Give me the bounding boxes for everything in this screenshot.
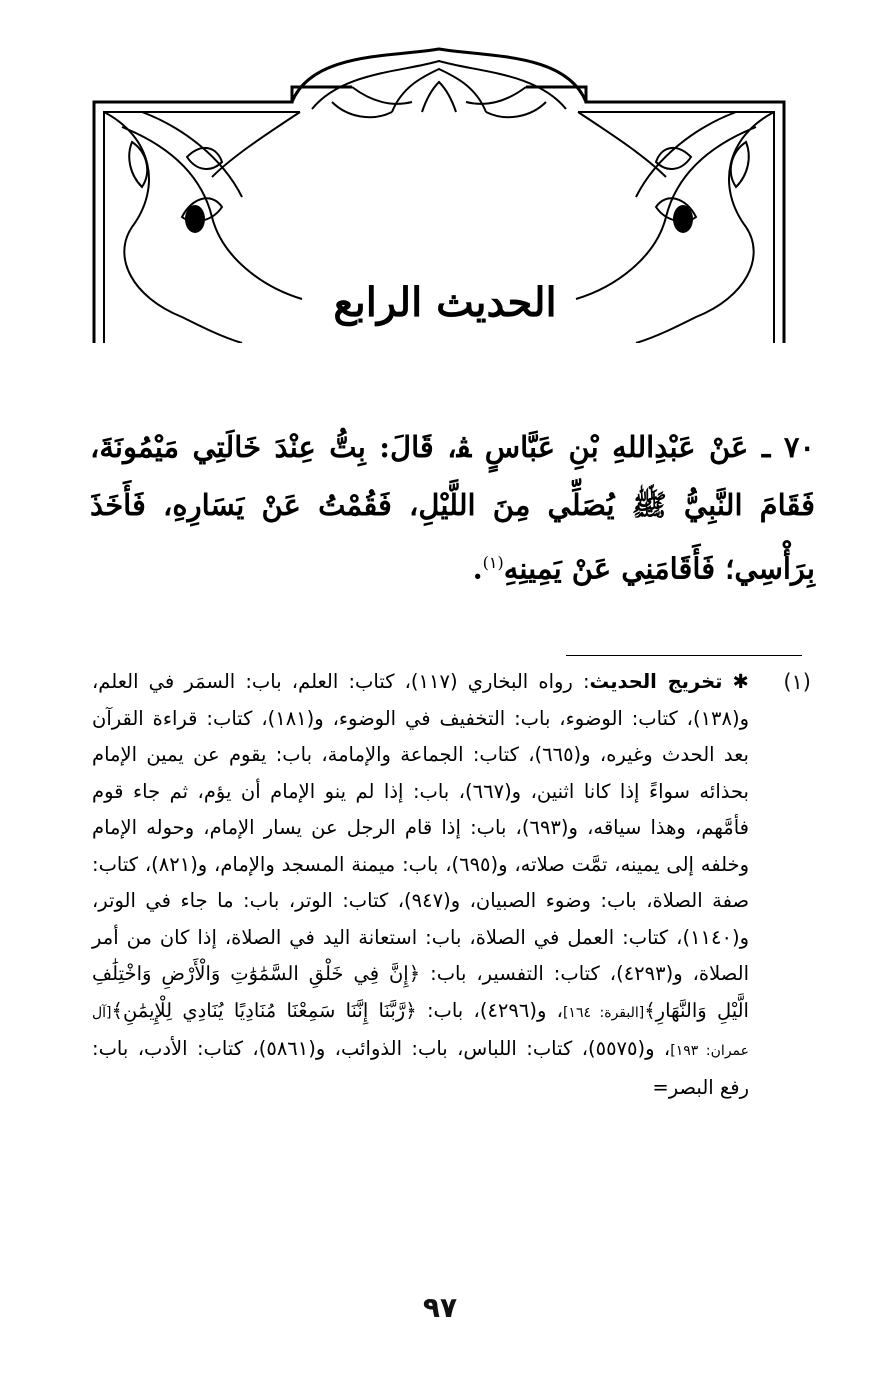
footnote-text [92,664,749,1106]
section-heading: الحديث الرابع [333,279,557,326]
verse-reference-1: [البقرة: ١٦٤] [562,1004,645,1021]
hadith-end: . [472,551,483,586]
verse-reference-2: [آل عمران: ١٩٣] [92,1004,749,1059]
page-number: ٩٧ [422,1291,458,1324]
footnote-body-1: : رواه البخاري (١١٧)، كتاب: العلم، باب: السمَر في العلم، و(١٣٨)، كتاب: الوضوء، باب: التخفيف في الوضوء، و(١٨١)، كتاب: قراءة القرآن بعد الحدث وغيره، و(٦٦٥)، كتاب: الجماعة والإمامة، باب: يقوم عن يمين الإمام بحذائه سواءً إذا كانا اثنين، و(٦٦٧)، باب: إذا لم ينو الإمام أن يؤم، ثم جاء قوم فأمَّهم، وهذا سياقه، و(٦٩٣)، باب: إذا قام الرجل عن يسار الإمام، وحوله الإمام وخلفه إلى يمينه، تمَّت صلاته، و(٦٩٥)، باب: ميمنة المسجد والإمام، و(٨٢١)، كتاب: صفة الصلاة، باب: وضوء الصبيان، و(٩٤٧)، كتاب: الوتر، باب: ما جاء في الوتر، و(١١٤٠)، كتاب: العمل في الصلاة، باب: استعانة اليد في الصلاة، إذا كان من أمر الصلاة، و(٤٢٩٣)، كتاب: التفسير، باب: [92,670,750,985]
footnote-divider [566,655,802,656]
hadith-body: ٧٠ ـ عَنْ عَبْدِاللهِ بْنِ عَبَّاسٍ ﭭ، قَالَ: بِتُّ عِنْدَ خَالَتِي مَيْمُونَةَ، فَقَامَ النَّبِيُّ ﷺ يُصَلِّي مِنَ اللَّيْلِ، فَقُمْتُ عَنْ يَسَارِهِ، فَأَخَذَ بِرَأْسِي؛ فَأَقَامَنِي عَنْ يَمِينِهِ [90,430,815,586]
footnote-body-3: ، و(٥٥٧٥)، كتاب: اللباس، باب: الذوائب، و(٥٨٦١)، كتاب: الأدب، باب: رفع البصر= [92,1037,749,1099]
footnote-reference[interactable]: (١) [482,553,504,572]
footnote-bullet-icon: ✱ [732,670,749,693]
quran-verse-2: ﴿رَّبَّنَا إِنَّنَا سَمِعْنَا مُنَادِيًا يُنَادِي لِلْإِيمَٰنِ﴾ [111,998,417,1022]
quran-verse-1: ﴿إِنَّ فِي خَلْقِ السَّمَٰوَٰتِ وَالْأَرْضِ وَاخْتِلَٰفِ الَّيْلِ وَالنَّهَارِ﴾ [92,962,749,1022]
footnote-label: تخريج الحديث [589,670,723,693]
hadith-text [90,418,815,598]
footnote-marker: (١) [783,670,811,694]
footnote-body-2: ، و(٤٢٩٦)، باب: [416,998,563,1022]
